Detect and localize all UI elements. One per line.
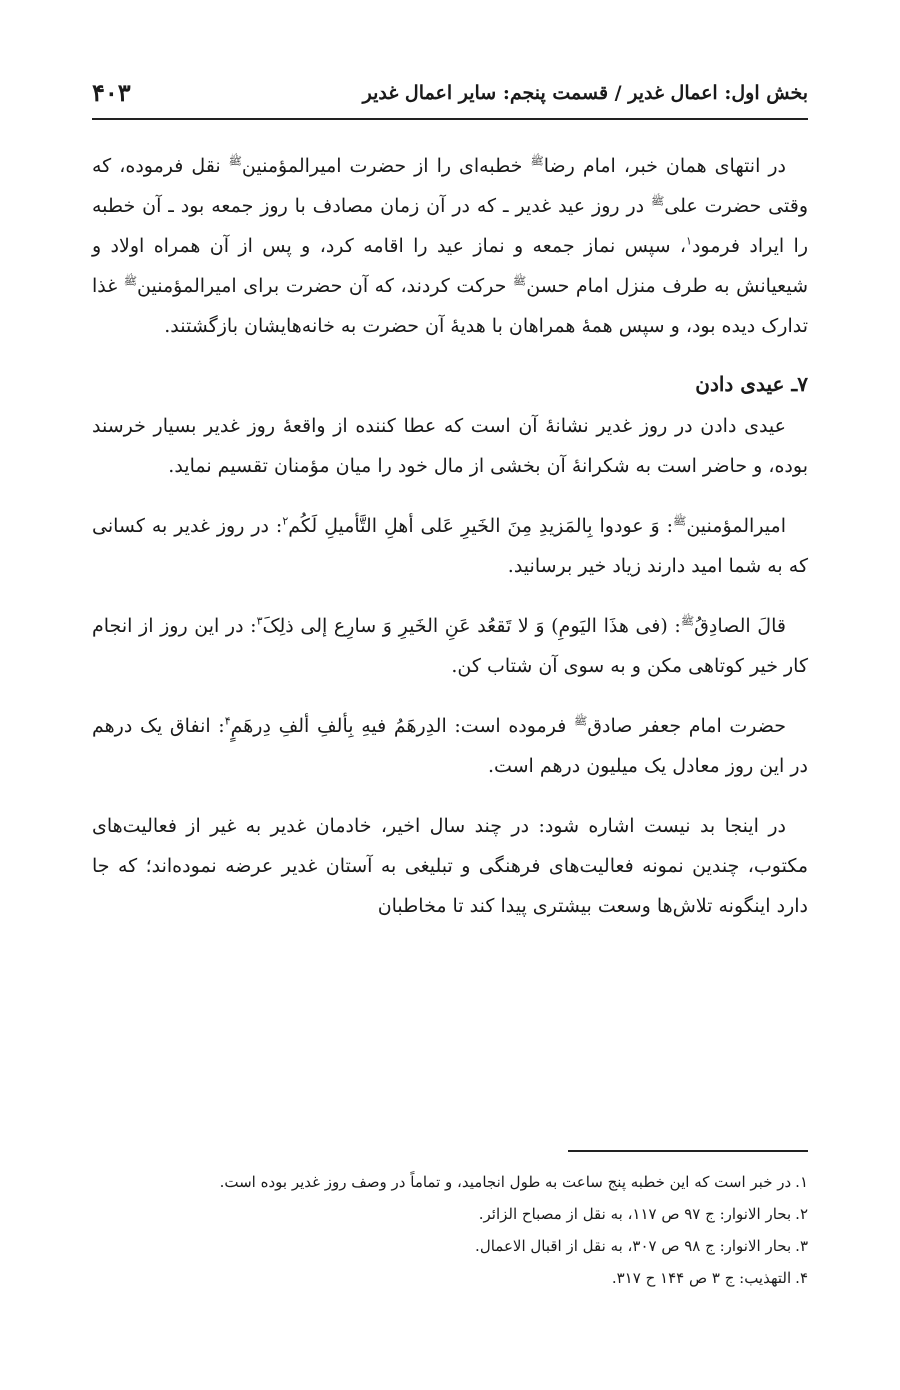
honorific-mark: ﷺ [651,194,665,208]
text-run: غذا تدارک دیده بود، و سپس همهٔ همراهان با هدیهٔ آن حضرت به خانه‌هایشان بازگشتند. [92,275,808,337]
footnote-number: ۳. [795,1237,808,1255]
honorific-mark: ﷺ [530,154,544,168]
footnote-ref-2[interactable]: ۲ [282,514,289,528]
footnote-2 [92,1198,808,1230]
footnote-text: التهذیب: ج ۳ ص ۱۴۴ ح ۳۱۷. [611,1269,792,1287]
text-run: قالَ الصادِقُ [694,615,786,637]
footnote-number: ۲. [795,1205,808,1223]
honorific-mark: ﷺ [512,274,527,288]
footnote-ref-4[interactable]: ۴ [224,714,231,728]
running-title: بخش اول: اعمال غدیر / قسمت پنجم: سایر اعمال غدیر [362,82,808,104]
text-run: ، سپس نماز جمعه و نماز عید را اقامه کرد، و پس از آن همراه اولاد و شیعیانش به طرف منزل امام حسن [92,235,808,297]
text-run: حرکت کردند، که آن حضرت برای امیرالمؤمنین [137,275,513,297]
honorific-mark: ﷺ [680,614,695,628]
paragraph-5 [92,706,808,786]
footnote-1 [92,1166,808,1198]
honorific-mark: ﷺ [673,514,687,528]
text-run: نقل فرموده، که وقتی حضرت علی [92,155,808,217]
honorific-mark: ﷺ [573,714,588,728]
footnote-ref-3[interactable]: ۳ [256,614,263,628]
header-rule [92,118,808,120]
arabic-quote: فرموده است: الدِرهَمُ فیهِ بِألفِ ألفِ دِرهَمٍ [230,715,574,737]
footnote-text: بحار الانوار: ج ۹۷ ص ۱۱۷، به نقل از مصباح الزائر. [478,1205,792,1223]
footnote-text: در خبر است که این خطبه پنج ساعت به طول انجامید، و تماماً در وصف روز غدیر بوده است. [219,1173,792,1191]
page-header [92,78,808,118]
text-run: در روز عید غدیر ـ که در آن زمان مصادف با روز جمعه بود ـ آن خطبه را ایراد فرمود [92,195,809,257]
footnote-number: ۱. [795,1173,808,1191]
text-run: امیرالمؤمنین [686,515,786,537]
section-heading: ۷ـ عیدی دادن [695,372,808,396]
paragraph-6: در اینجا بد نیست اشاره شود: در چند سال اخیر، خادمان غدیر به غیر از فعالیت‌های مکتوب، چندین نمونه فعالیت‌های فرهنگی و تبلیغی به آستان غدیر عرضه نموده‌اند؛ که جا دارد اینگونه تلاش‌ها وسعت بیشتری پیدا کند تا مخاطبان [92,815,808,917]
page-number: ۴۰۳ [92,78,131,107]
paragraph-3 [92,506,808,586]
text-run: : در روز غدیر به کسانی که به شما امید دارند زیاد خیر برسانید. [92,515,808,577]
main-text [92,146,808,946]
footnote-number: ۴. [795,1269,808,1287]
text-run: حضرت امام جعفر صادق [587,715,786,737]
text-run: در انتهای همان خبر، امام رضا [543,155,787,177]
honorific-mark: ﷺ [228,154,242,168]
footnote-4 [92,1262,808,1294]
footnote-text: بحار الانوار: ج ۹۸ ص ۳۰۷، به نقل از اقبال الاعمال. [475,1237,792,1255]
arabic-quote: : (فی هذَا الیَومِ) وَ لا تَقعُد عَنِ الخَیرِ وَ سارِع إلی ذلِکَ [262,615,681,637]
text-run: : انفاق یک درهم در این روز معادل یک میلیون درهم است. [92,715,808,777]
footnote-3 [92,1230,808,1262]
footnote-ref-1[interactable]: ۱ [686,234,692,248]
text-run: : در این روز از انجام کار خیر کوتاهی مکن و به سوی آن شتاب کن. [92,615,808,677]
paragraph-2: عیدی دادن در روز غدیر نشانهٔ آن است که عطا کننده از واقعهٔ روز غدیر بسیار خرسند بوده، و حاضر است به شکرانهٔ آن بخشی از مال خود را میان مؤمنان تقسیم نماید. [92,415,808,477]
paragraph-1 [92,146,808,346]
arabic-quote: : وَ عودوا بِالمَزیدِ مِنَ الخَیرِ عَلی أهلِ التَّأمیلِ لَکُم [288,515,674,537]
footnote-rule [568,1150,808,1152]
footnotes [92,1166,808,1294]
honorific-mark: ﷺ [123,274,138,288]
text-run: خطبه‌ای را از حضرت امیرالمؤمنین [241,155,531,177]
paragraph-4 [92,606,808,686]
